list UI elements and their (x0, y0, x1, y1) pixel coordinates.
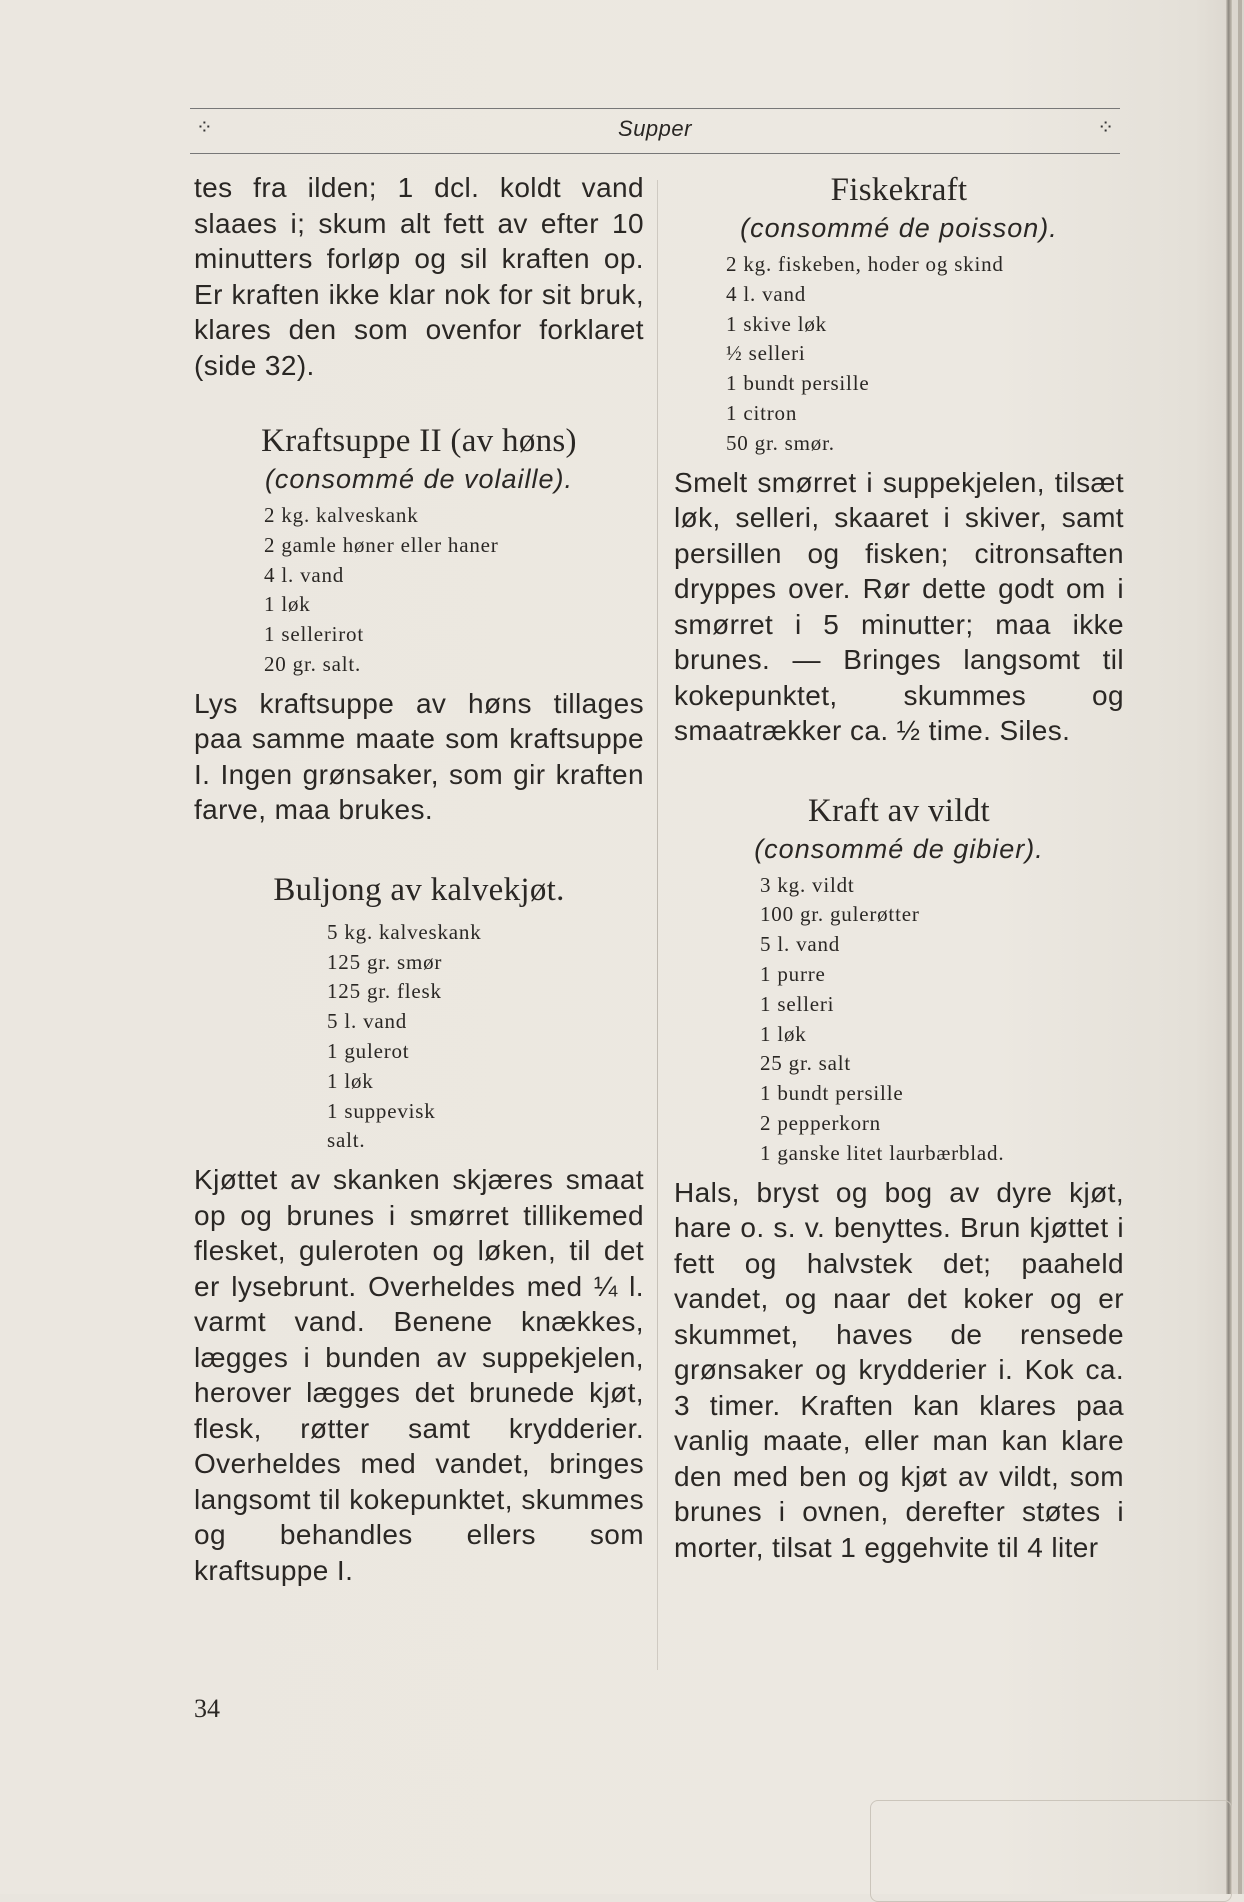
recipe-instructions: Lys kraftsuppe av høns tillages paa samme maate som kraftsuppe I. Ingen grønsaker, som gir kraften farve, maa brukes. (194, 687, 644, 826)
ingredient: 4 l. vand (264, 562, 345, 587)
ingredient-list (760, 871, 1124, 1169)
ingredient: 1 løk (264, 592, 311, 617)
intro-paragraph: tes fra ilden; 1 dcl. koldt vand slaaes i; skum alt fett av efter 10 minutters forløp og sil kraften op. Er kraften ikke klar nok for sit bruk, klares den som ovenfor forklaret (side 32). (194, 172, 644, 381)
ingredient: 1 sellerirot (264, 622, 364, 647)
ornament-icon: ⁘ (1097, 117, 1114, 139)
column-divider (657, 180, 658, 1670)
recipe-title: Kraftsuppe II (av høns) (261, 423, 577, 459)
ingredient: 2 gamle høner eller haner (264, 532, 499, 557)
ingredient: 4 l. vand (726, 281, 807, 306)
ingredient: 1 løk (760, 1021, 807, 1046)
right-column (674, 170, 1124, 1565)
recipe-instructions: Kjøttet av skanken skjæres smaat op og brunes i smørret tillikemed flesket, guleroten og løken, til det er lysebrunt. Overheldes med ¼ l. varmt vand. Benene knækkes, lægges i bunden av suppekjelen, herover lægges det brunede kjøt, flesk, røtter samt krydderier. Overheldes med vandet, bringes langsomt til kokepunktet, skummes og behandles ellers som kraftsuppe I. (194, 1164, 644, 1586)
ingredient: 20 gr. salt. (264, 651, 362, 676)
ingredient: 125 gr. flesk (327, 979, 442, 1004)
ingredient: 1 purre (760, 961, 826, 986)
ingredient: 50 gr. smør. (726, 430, 835, 455)
ingredient: 1 citron (726, 400, 798, 425)
ingredient-list (726, 250, 1124, 459)
ingredient-list (327, 918, 644, 1156)
recipe-title: Fiskekraft (830, 172, 968, 208)
running-header (190, 108, 1120, 154)
ingredient: 1 suppevisk (327, 1098, 436, 1123)
ingredient: 1 bundt persille (726, 371, 870, 396)
ingredient: 3 kg. vildt (760, 872, 855, 897)
ingredient: 2 kg. fiskeben, hoder og skind (726, 252, 1004, 276)
ingredient-list (264, 501, 644, 680)
ingredient: salt. (327, 1128, 366, 1153)
left-column (194, 170, 644, 1588)
ingredient: 2 pepperkorn (760, 1110, 881, 1135)
page-edge-outer (1238, 0, 1242, 1894)
recipe-subtitle: (consommé de volaille). (264, 464, 574, 494)
ingredient: 1 skive løk (726, 311, 827, 336)
page-edge (1226, 0, 1232, 1894)
ingredient: 1 bundt persille (760, 1081, 904, 1106)
running-title: Supper (618, 116, 692, 141)
ingredient: 2 kg. kalveskank (264, 503, 419, 527)
recipe-subtitle: (consommé de poisson). (740, 213, 1058, 243)
page-corner-mark (870, 1800, 1232, 1902)
ingredient: ½ selleri (726, 341, 806, 366)
ingredient: 100 gr. gulerøtter (760, 902, 920, 927)
recipe-instructions: Hals, bryst og bog av dyre kjøt, hare o. s. v. benyttes. Brun kjøttet i fett og halvstek det; paaheld vandet, og naar det koker og er skummet, haves de rensede grønsaker og krydderier i. Kok ca. 3 timer. Kraften kan klares paa vanlig maate, eller man kan klare den med ben og kjøt av vildt, som brunes i ovnen, derefter støtes i morter, tilsat 1 eggehvite til 4 liter (674, 1176, 1124, 1563)
recipe-title: Kraft av vildt (808, 792, 990, 829)
ornament-icon: ⁘ (196, 117, 213, 139)
ingredient: 5 l. vand (327, 1009, 408, 1034)
ingredient: 25 gr. salt (760, 1051, 852, 1076)
ingredient: 1 selleri (760, 991, 835, 1016)
ingredient: 1 ganske litet laurbærblad. (760, 1140, 1005, 1165)
ingredient: 125 gr. smør (327, 949, 443, 974)
ingredient: 5 l. vand (760, 932, 841, 957)
ingredient: 5 kg. kalveskank (327, 919, 482, 944)
ingredient: 1 løk (327, 1068, 374, 1093)
recipe-subtitle: (consommé de gibier). (754, 833, 1044, 864)
recipe-instructions: Smelt smørret i suppekjelen, tilsæt løk, selleri, skaaret i skiver, samt persillen og fisken; citronsaften dryppes over. Rør dette godt om i smørret i 5 minutter; maa ikke brunes. — Bringes langsomt til kokepunktet, skummes og smaatrækker ca. ½ time. Siles. (674, 466, 1124, 747)
recipe-title: Buljong av kalvekjøt. (273, 871, 565, 908)
ingredient: 1 gulerot (327, 1038, 410, 1063)
page-number: 34 (194, 1694, 220, 1723)
